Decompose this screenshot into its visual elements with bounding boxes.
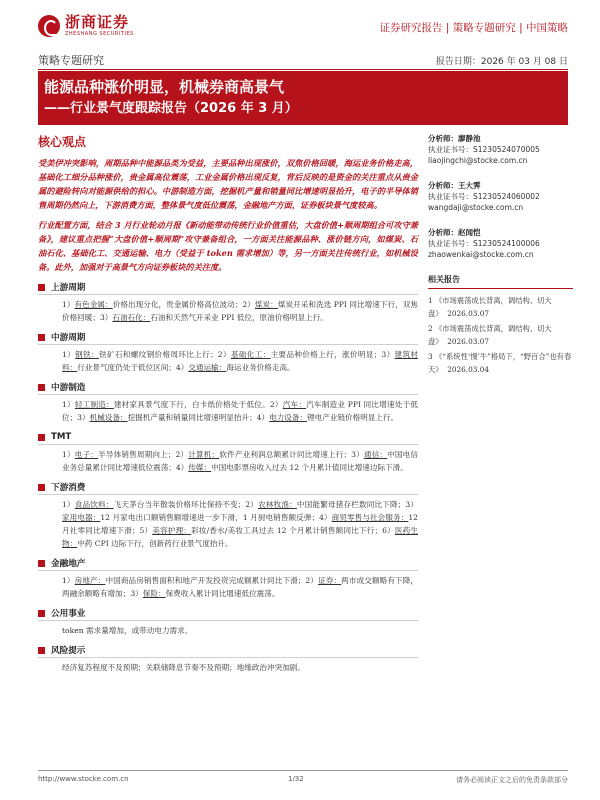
related-report-date: 2026.03.04 bbox=[447, 365, 490, 374]
category-title-text: 风险提示 bbox=[51, 646, 86, 656]
category-text: 12 月家电出口额销售额增速进一步下滑，1 月厨电销售额反弹；4） bbox=[100, 513, 332, 522]
category-text: token 需求量增加，或带动电力需求。 bbox=[62, 626, 193, 635]
related-report-title: 1 《市场震荡成长背离，调结构、切大盘》 bbox=[428, 296, 552, 318]
industry-label: 计算机： bbox=[188, 450, 220, 459]
report-date: 报告日期：2026 年 03 月 08 日 bbox=[435, 57, 568, 67]
category-title bbox=[38, 480, 418, 495]
title-banner bbox=[38, 71, 568, 125]
category-title-text: TMT bbox=[51, 432, 72, 442]
industry-label: 房地产： bbox=[74, 576, 106, 585]
industry-label: 农林牧渔： bbox=[258, 500, 297, 509]
logo-mark-icon bbox=[38, 15, 60, 37]
square-bullet-icon bbox=[38, 434, 45, 441]
category-text: 锂电产业链价格明显上行。 bbox=[307, 413, 399, 422]
page-footer bbox=[38, 770, 568, 786]
category-body bbox=[38, 345, 418, 374]
main-column bbox=[38, 133, 418, 674]
category-text: 1） bbox=[62, 300, 75, 309]
category-section bbox=[38, 280, 418, 324]
category-text: 飞天茅台当年散装价格环比保持不变；2） bbox=[113, 500, 259, 509]
category-text: 煤炭开采和洗选 PPI 同比增速下行，双焦价格回暖；3） bbox=[62, 300, 419, 322]
category-title-text: 金融地产 bbox=[51, 559, 86, 569]
analyst-email[interactable]: zhaowenkai@stocke.com.cn bbox=[428, 250, 534, 259]
related-report-item[interactable] bbox=[428, 350, 573, 376]
core-paragraph-2: 行业配置方面，结合 3 月行业轮动月报《新动能带动传统行业价值重估，大盘价值+顺周期组合可攻守兼备》，建议重点把握“大盘价值+顺周期”攻守兼备组合，一方面关注能源品种、涨价链方向，如煤炭、石油石化、基础化工、交通运输、电力（受益于 token 需求增加）等，另一方面关注传统行业，如机械设备。此外，加强对于高景气方向证券板块的关注度。 bbox=[38, 220, 418, 272]
analyst-name: 分析师：廖静池 bbox=[428, 134, 481, 143]
report-subtitle: ——行业景气度跟踪报告（2026 年 3 月） bbox=[44, 101, 298, 116]
related-report-item[interactable] bbox=[428, 322, 573, 348]
category-text: 建材家具景气度下行，白卡纸价格处于低位。2） bbox=[113, 400, 283, 409]
category-title bbox=[38, 280, 418, 295]
square-bullet-icon bbox=[38, 334, 45, 341]
category-list bbox=[38, 280, 418, 674]
category-body bbox=[38, 295, 418, 324]
related-report-title: 3 《“系统性‘慢’牛”格局下，“野百合”也有春天》 bbox=[428, 352, 572, 374]
category-title bbox=[38, 556, 418, 571]
industry-label: 食品饮料： bbox=[74, 500, 114, 509]
industry-label: 基础化工： bbox=[230, 350, 271, 359]
category-title-text: 下游消费 bbox=[51, 483, 86, 493]
related-report-item[interactable] bbox=[428, 294, 573, 320]
analyst-email[interactable]: liaojingchi@stocke.com.cn bbox=[428, 156, 528, 165]
category-section bbox=[38, 480, 418, 550]
logo-chinese-name: 浙商证券 bbox=[65, 13, 130, 31]
industry-label: 证券： bbox=[318, 576, 342, 585]
analyst-card bbox=[428, 180, 573, 213]
category-section bbox=[38, 430, 418, 474]
category-text: 汽车制造业 PPI 同比增速处于低位；3） bbox=[62, 400, 418, 422]
industry-label: 通信： bbox=[363, 450, 388, 459]
industry-label: 家用电器： bbox=[62, 513, 101, 522]
category-text: 软件产业利润总额累计同比增速上行；3） bbox=[219, 450, 364, 459]
category-text: 1） bbox=[62, 500, 75, 509]
category-title bbox=[38, 430, 418, 445]
category-text: 铁矿石和螺纹钢价格周环比上行；2） bbox=[98, 350, 231, 359]
related-report-date: 2026.03.07 bbox=[447, 337, 490, 346]
category-text: 12 月社零同比增速下滑；5） bbox=[62, 513, 419, 535]
page-number: 1/32 bbox=[288, 775, 304, 783]
category-title bbox=[38, 643, 418, 658]
category-section bbox=[38, 643, 418, 674]
category-text: 中国商品房销售面积和地产开发投资完成额累计同比下滑；2） bbox=[105, 576, 319, 585]
square-bullet-icon bbox=[38, 484, 45, 491]
industry-label: 机械设备： bbox=[89, 413, 128, 422]
category-text: 保费收入累计同比增速低位震荡。 bbox=[165, 589, 280, 598]
category-title bbox=[38, 606, 418, 621]
footer-website[interactable]: http://www.stocke.com.cn bbox=[38, 775, 129, 783]
square-bullet-icon bbox=[38, 647, 45, 654]
square-bullet-icon bbox=[38, 610, 45, 617]
category-title-text: 中游制造 bbox=[51, 383, 86, 393]
related-report-date: 2026.03.07 bbox=[447, 309, 490, 318]
square-bullet-icon bbox=[38, 560, 45, 567]
category-text: 两市成交额略有下降，两融余额略有增加；3） bbox=[62, 576, 419, 598]
report-header bbox=[38, 14, 568, 48]
industry-label: 钢铁： bbox=[75, 350, 99, 359]
category-text: 中国电影票房收入过去 12 个月累计值同比增速边际下滑。 bbox=[211, 463, 408, 472]
analyst-cert: 执业证书号：S1230524060002 bbox=[428, 192, 540, 201]
industry-label: 美容护理： bbox=[152, 526, 192, 535]
industry-label: 传媒： bbox=[188, 463, 212, 472]
industry-label: 医药生物： bbox=[62, 526, 419, 548]
category-text: 石油和天然气开采业 PPI 低位，原油价格明显上行。 bbox=[150, 313, 328, 322]
analyst-card bbox=[428, 133, 573, 166]
logo-english-name: ZHESHANG SECURITIES bbox=[65, 31, 134, 37]
category-text: 经济复苏程度不及预期；关联储降息节奏不及预期；地缘政治冲突加剧。 bbox=[62, 663, 305, 672]
category-text: 中国电信业务总量累计同比增速低位震荡；4） bbox=[62, 450, 419, 472]
related-reports-list bbox=[428, 294, 573, 376]
square-bullet-icon bbox=[38, 284, 45, 291]
category-text: 海运业务价格走高。 bbox=[226, 363, 295, 372]
industry-label: 电力设备： bbox=[269, 413, 308, 422]
analyst-cert: 执业证书号：S1230524100006 bbox=[428, 239, 540, 248]
category-title-text: 公用事业 bbox=[51, 609, 86, 619]
category-section bbox=[38, 330, 418, 374]
category-body bbox=[38, 658, 418, 674]
category-body bbox=[38, 571, 418, 600]
category-text: 1） bbox=[62, 400, 75, 409]
industry-label: 商贸零售与社会服务： bbox=[331, 513, 409, 522]
report-title: 能源品种涨价明显，机械券商高景气 bbox=[44, 78, 285, 96]
industry-label: 煤炭： bbox=[254, 300, 278, 309]
category-text: 挖掘机产量和销量同比增速明显抬升；4） bbox=[127, 413, 270, 422]
industry-label: 轻工制造： bbox=[74, 400, 114, 409]
category-title-text: 中游周期 bbox=[51, 333, 86, 343]
category-section bbox=[38, 556, 418, 600]
category-title bbox=[38, 330, 418, 345]
related-report-title: 2 《市场震荡成长背离，调结构、切大盘》 bbox=[428, 324, 552, 346]
core-views-title: 核心观点 bbox=[38, 135, 87, 149]
analyst-card bbox=[428, 227, 573, 260]
category-text: 中药 CPI 边际下行，创新药行业景气度抬升。 bbox=[77, 539, 233, 548]
industry-label: 交通运输： bbox=[188, 363, 227, 372]
category-section bbox=[38, 606, 418, 637]
category-text: 1） bbox=[62, 350, 76, 359]
category-text: 主要品种价格上行，涨价明显；3） bbox=[270, 350, 395, 359]
core-paragraph-1: 受美伊冲突影响，周期品种中能源品类为受益，主要品种出现涨价，双焦价格回暖，海运业务价格走高，基础化工细分品种涨价，贵金属高位震荡，工业金属价格出现反复，背后反映的是资金的关注重点从贵金属的避险转向对能源供给的担心。中游制造方面，挖掘机产量和销量同比增速明显抬升，电子的半导体销售周期仍然向上，下游消费方面，整体景气度低位震荡，金融地产方面，证券板块景气度较高。 bbox=[38, 158, 418, 210]
analyst-list bbox=[428, 133, 573, 260]
category-text: 中国能繁母猪存栏数同比下降；3） bbox=[296, 500, 418, 509]
category-text: 1） bbox=[62, 450, 75, 459]
industry-label: 有色金属： bbox=[74, 300, 113, 309]
category-section bbox=[38, 380, 418, 424]
category-text: 价格出现分化，贵金属价格高位波动；2） bbox=[112, 300, 255, 309]
category-text: 半导体销售周期向上；2） bbox=[98, 450, 189, 459]
industry-label: 保险： bbox=[142, 589, 166, 598]
category-text: 1） bbox=[62, 576, 75, 585]
report-type-breadcrumb: 证券研究报告 | 策略专题研究 | 中国策略 bbox=[379, 22, 568, 34]
analyst-name: 分析师：王大霁 bbox=[428, 181, 481, 190]
related-reports-title: 相关报告 bbox=[428, 274, 573, 289]
industry-label: 汽车： bbox=[282, 400, 307, 409]
category-body bbox=[38, 495, 418, 550]
square-bullet-icon bbox=[38, 384, 45, 391]
category-body bbox=[38, 445, 418, 474]
category-body bbox=[38, 395, 418, 424]
analyst-cert: 执业证书号：S1230524070005 bbox=[428, 145, 540, 154]
category-body bbox=[38, 621, 418, 637]
analyst-email[interactable]: wangdaji@stocke.com.cn bbox=[428, 203, 524, 212]
footer-disclaimer: 请务必阅读正文之后的免责条款部分 bbox=[456, 776, 568, 784]
subheader bbox=[38, 52, 568, 70]
category-title bbox=[38, 380, 418, 395]
category-title-text: 上游周期 bbox=[51, 283, 86, 293]
report-category: 策略专题研究 bbox=[38, 54, 104, 67]
category-text: 行业景气度仍处于低位区间；4） bbox=[77, 363, 189, 372]
industry-label: 建筑材料： bbox=[62, 350, 418, 372]
side-column bbox=[428, 133, 573, 378]
company-logo bbox=[38, 14, 134, 38]
industry-label: 石油石化： bbox=[112, 313, 151, 322]
category-text: 彩妆/香水/美妆工具过去 12 个月累计销售额同比下行；6） bbox=[191, 526, 395, 535]
analyst-name: 分析师：赵闻恺 bbox=[428, 228, 481, 237]
industry-label: 电子： bbox=[74, 450, 99, 459]
